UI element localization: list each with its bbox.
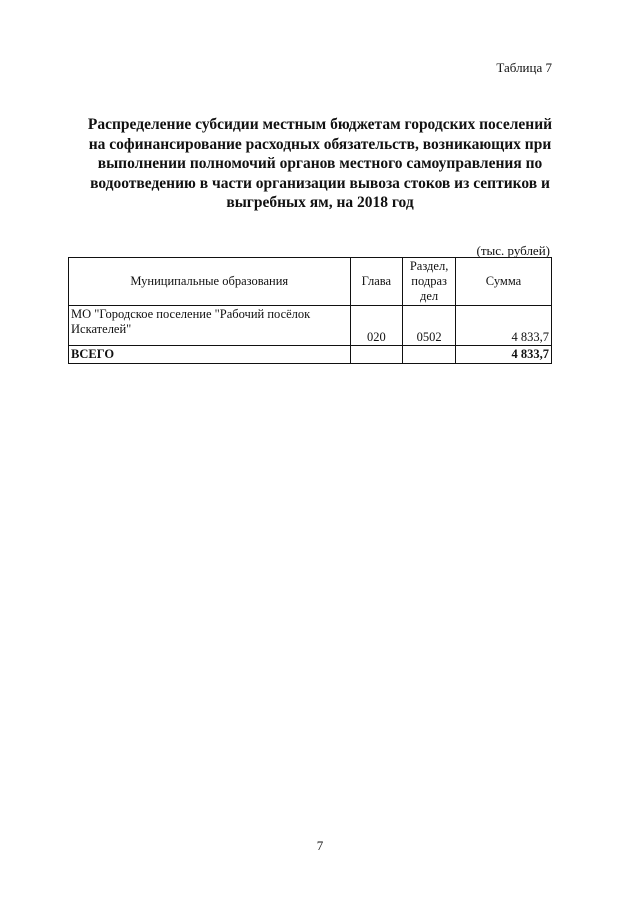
cell-sum: 4 833,7 [456, 306, 552, 346]
municipality-line: МО "Городское поселение "Рабочий посёлок [71, 307, 311, 321]
header-municipality: Муниципальные образования [69, 258, 351, 306]
title-line: выгребных ям, на 2018 год [226, 194, 414, 211]
cell-section: 0502 [403, 306, 456, 346]
title-line: водоотведению в части организации вывоза стоков из септиков и [90, 174, 550, 192]
total-label: ВСЕГО [69, 346, 351, 364]
document-title [70, 115, 570, 213]
header-section [403, 258, 456, 306]
total-chapter [350, 346, 403, 364]
title-line: на софинансирование расходных обязательств, возникающих при [88, 135, 552, 153]
units-note: (тыс. рублей) [476, 243, 550, 258]
total-sum: 4 833,7 [456, 346, 552, 364]
title-line: Распределение субсидии местным бюджетам городских поселений [87, 116, 553, 133]
cell-chapter: 020 [350, 306, 403, 346]
table-header-row [69, 258, 552, 306]
table-row [69, 306, 552, 346]
total-row [69, 346, 552, 364]
total-section [403, 346, 456, 364]
subsidy-table [68, 257, 552, 364]
header-sum: Сумма [456, 258, 552, 306]
header-section-line: подраз [411, 274, 447, 288]
page-number: 7 [316, 838, 324, 853]
cell-municipality [69, 306, 351, 346]
table-number-label: Таблица 7 [496, 60, 552, 75]
title-line: выполнении полномочий органов местного самоуправления по [97, 155, 543, 172]
header-section-line: Раздел, [409, 259, 449, 273]
municipality-line: Искателей" [71, 322, 132, 336]
header-section-line: дел [420, 289, 439, 303]
header-chapter: Глава [350, 258, 403, 306]
